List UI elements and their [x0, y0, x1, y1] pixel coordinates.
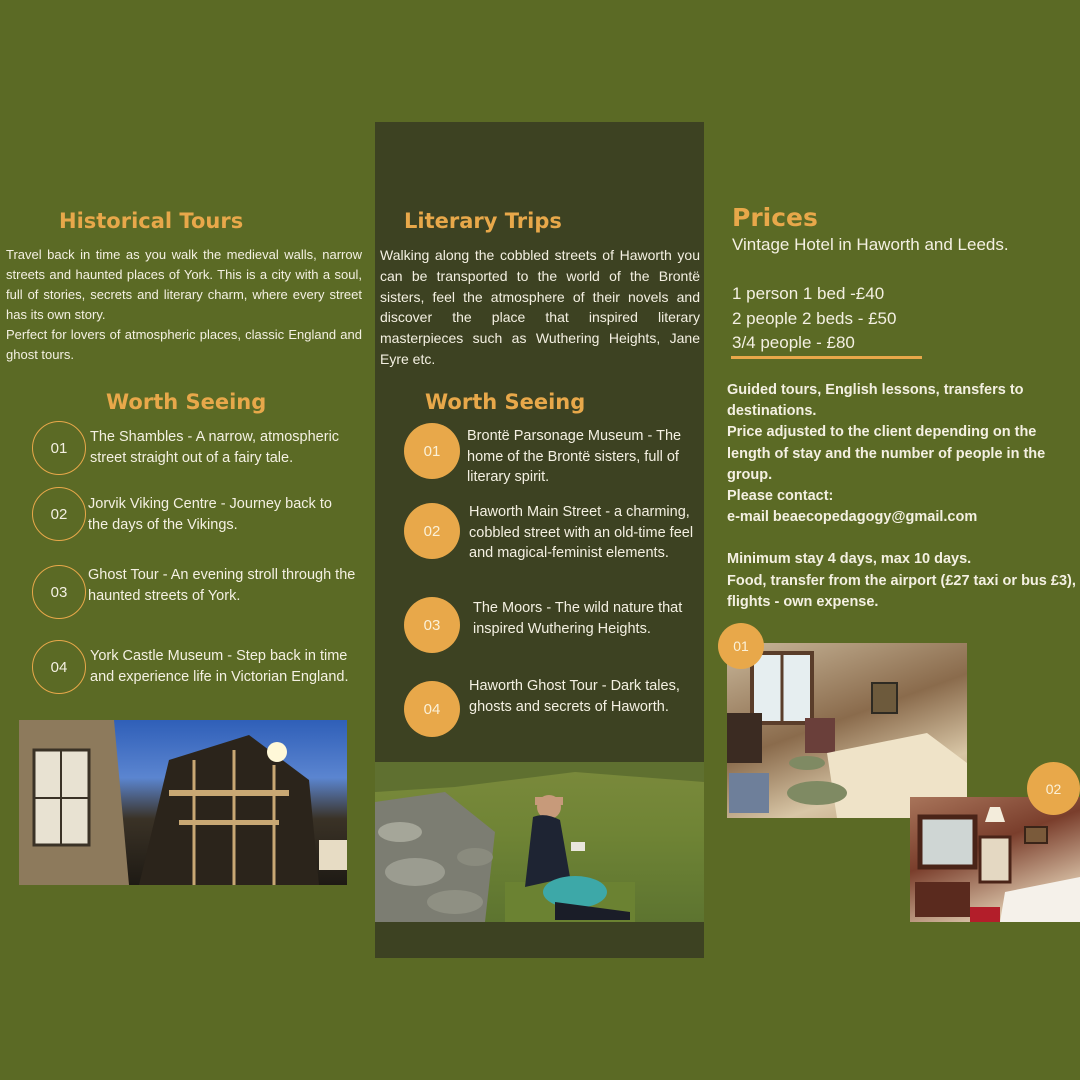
- number-badge: 01: [404, 423, 460, 479]
- photo-badge: 01: [718, 623, 764, 669]
- number-badge: 04: [32, 640, 86, 694]
- price-line: 3/4 people - £80: [732, 333, 855, 352]
- list-item: The Shambles - A narrow, atmospheric street straight out of a fairy tale.: [90, 429, 340, 466]
- list-item: Jorvik Viking Centre - Journey back to the days of the Vikings.: [88, 496, 332, 533]
- number-badge: 02: [32, 487, 86, 541]
- number-badge: 03: [404, 597, 460, 653]
- list-item: York Castle Museum - Step back in time and experience life in Victorian England.: [90, 648, 349, 685]
- prices-subtitle: Vintage Hotel in Haworth and Leeds.: [732, 235, 1009, 254]
- contact-email[interactable]: e-mail beaecopedagogy@gmail.com: [727, 509, 978, 526]
- price-list: [732, 282, 896, 356]
- prices-divider: [731, 356, 922, 359]
- number-badge: 02: [404, 503, 460, 559]
- info-pricing-note: Price adjusted to the client depending on the length of stay and the number of people in the group.: [727, 424, 1046, 483]
- prices-info: [727, 380, 1077, 613]
- hotel-room-photo-2: [910, 797, 1080, 922]
- hotel-room-illustration-1: [727, 643, 967, 818]
- list-item: Haworth Main Street - a charming, cobbled street with an old-time feel and magical-feminist elements.: [469, 504, 694, 561]
- list-item: The Moors - The wild nature that inspired Wuthering Heights.: [473, 600, 683, 637]
- moors-illustration: [375, 762, 704, 922]
- list-item: Brontë Parsonage Museum - The home of the Brontë sisters, full of literary spirit.: [467, 428, 682, 485]
- info-services: Guided tours, English lessons, transfers to destinations.: [727, 382, 1024, 420]
- photo-badge: 02: [1027, 762, 1080, 815]
- hotel-room-illustration-2: [910, 797, 1080, 922]
- info-expenses: Food, transfer from the airport (£27 taxi or bus £3), flights - own expense.: [727, 572, 1076, 610]
- historical-tours-body: [6, 245, 362, 365]
- hotel-room-photo-1: [727, 643, 967, 818]
- number-badge: 01: [32, 421, 86, 475]
- list-item: Ghost Tour - An evening stroll through the haunted streets of York.: [88, 567, 356, 604]
- historical-tours-title: Historical Tours: [59, 209, 244, 233]
- price-line: 2 people 2 beds - £50: [732, 308, 897, 328]
- number-badge: 04: [404, 681, 460, 737]
- literary-trips-body: Walking along the cobbled streets of Haworth you can be transported to the world of the Brontë sisters, feel the atmosphere of their novels and discover the place that inspired literary masterpieces such as Wuthering Heights, Jane Eyre etc.: [380, 247, 700, 367]
- york-street-illustration: [19, 720, 347, 885]
- info-contact-label: Please contact:: [727, 488, 834, 505]
- literary-worth-seeing-title: Worth Seeing: [425, 390, 586, 414]
- historical-worth-seeing-title: Worth Seeing: [106, 390, 267, 414]
- number-badge: 03: [32, 565, 86, 619]
- literary-trips-title: Literary Trips: [404, 209, 562, 233]
- prices-title: Prices: [732, 203, 818, 232]
- york-street-photo: [19, 720, 347, 885]
- moors-reading-photo: [375, 762, 704, 922]
- historical-body-text-2: Perfect for lovers of atmospheric places, classic England and ghost tours.: [6, 327, 362, 362]
- list-item: Haworth Ghost Tour - Dark tales, ghosts and secrets of Haworth.: [469, 678, 680, 715]
- historical-body-text: Travel back in time as you walk the medieval walls, narrow streets and haunted places of York. This is a city with a soul, full of stories, secrets and literary charm, where every street has its own story.: [6, 247, 362, 322]
- price-line: 1 person 1 bed -£40: [732, 284, 885, 303]
- info-stay: Minimum stay 4 days, max 10 days.: [727, 551, 972, 568]
